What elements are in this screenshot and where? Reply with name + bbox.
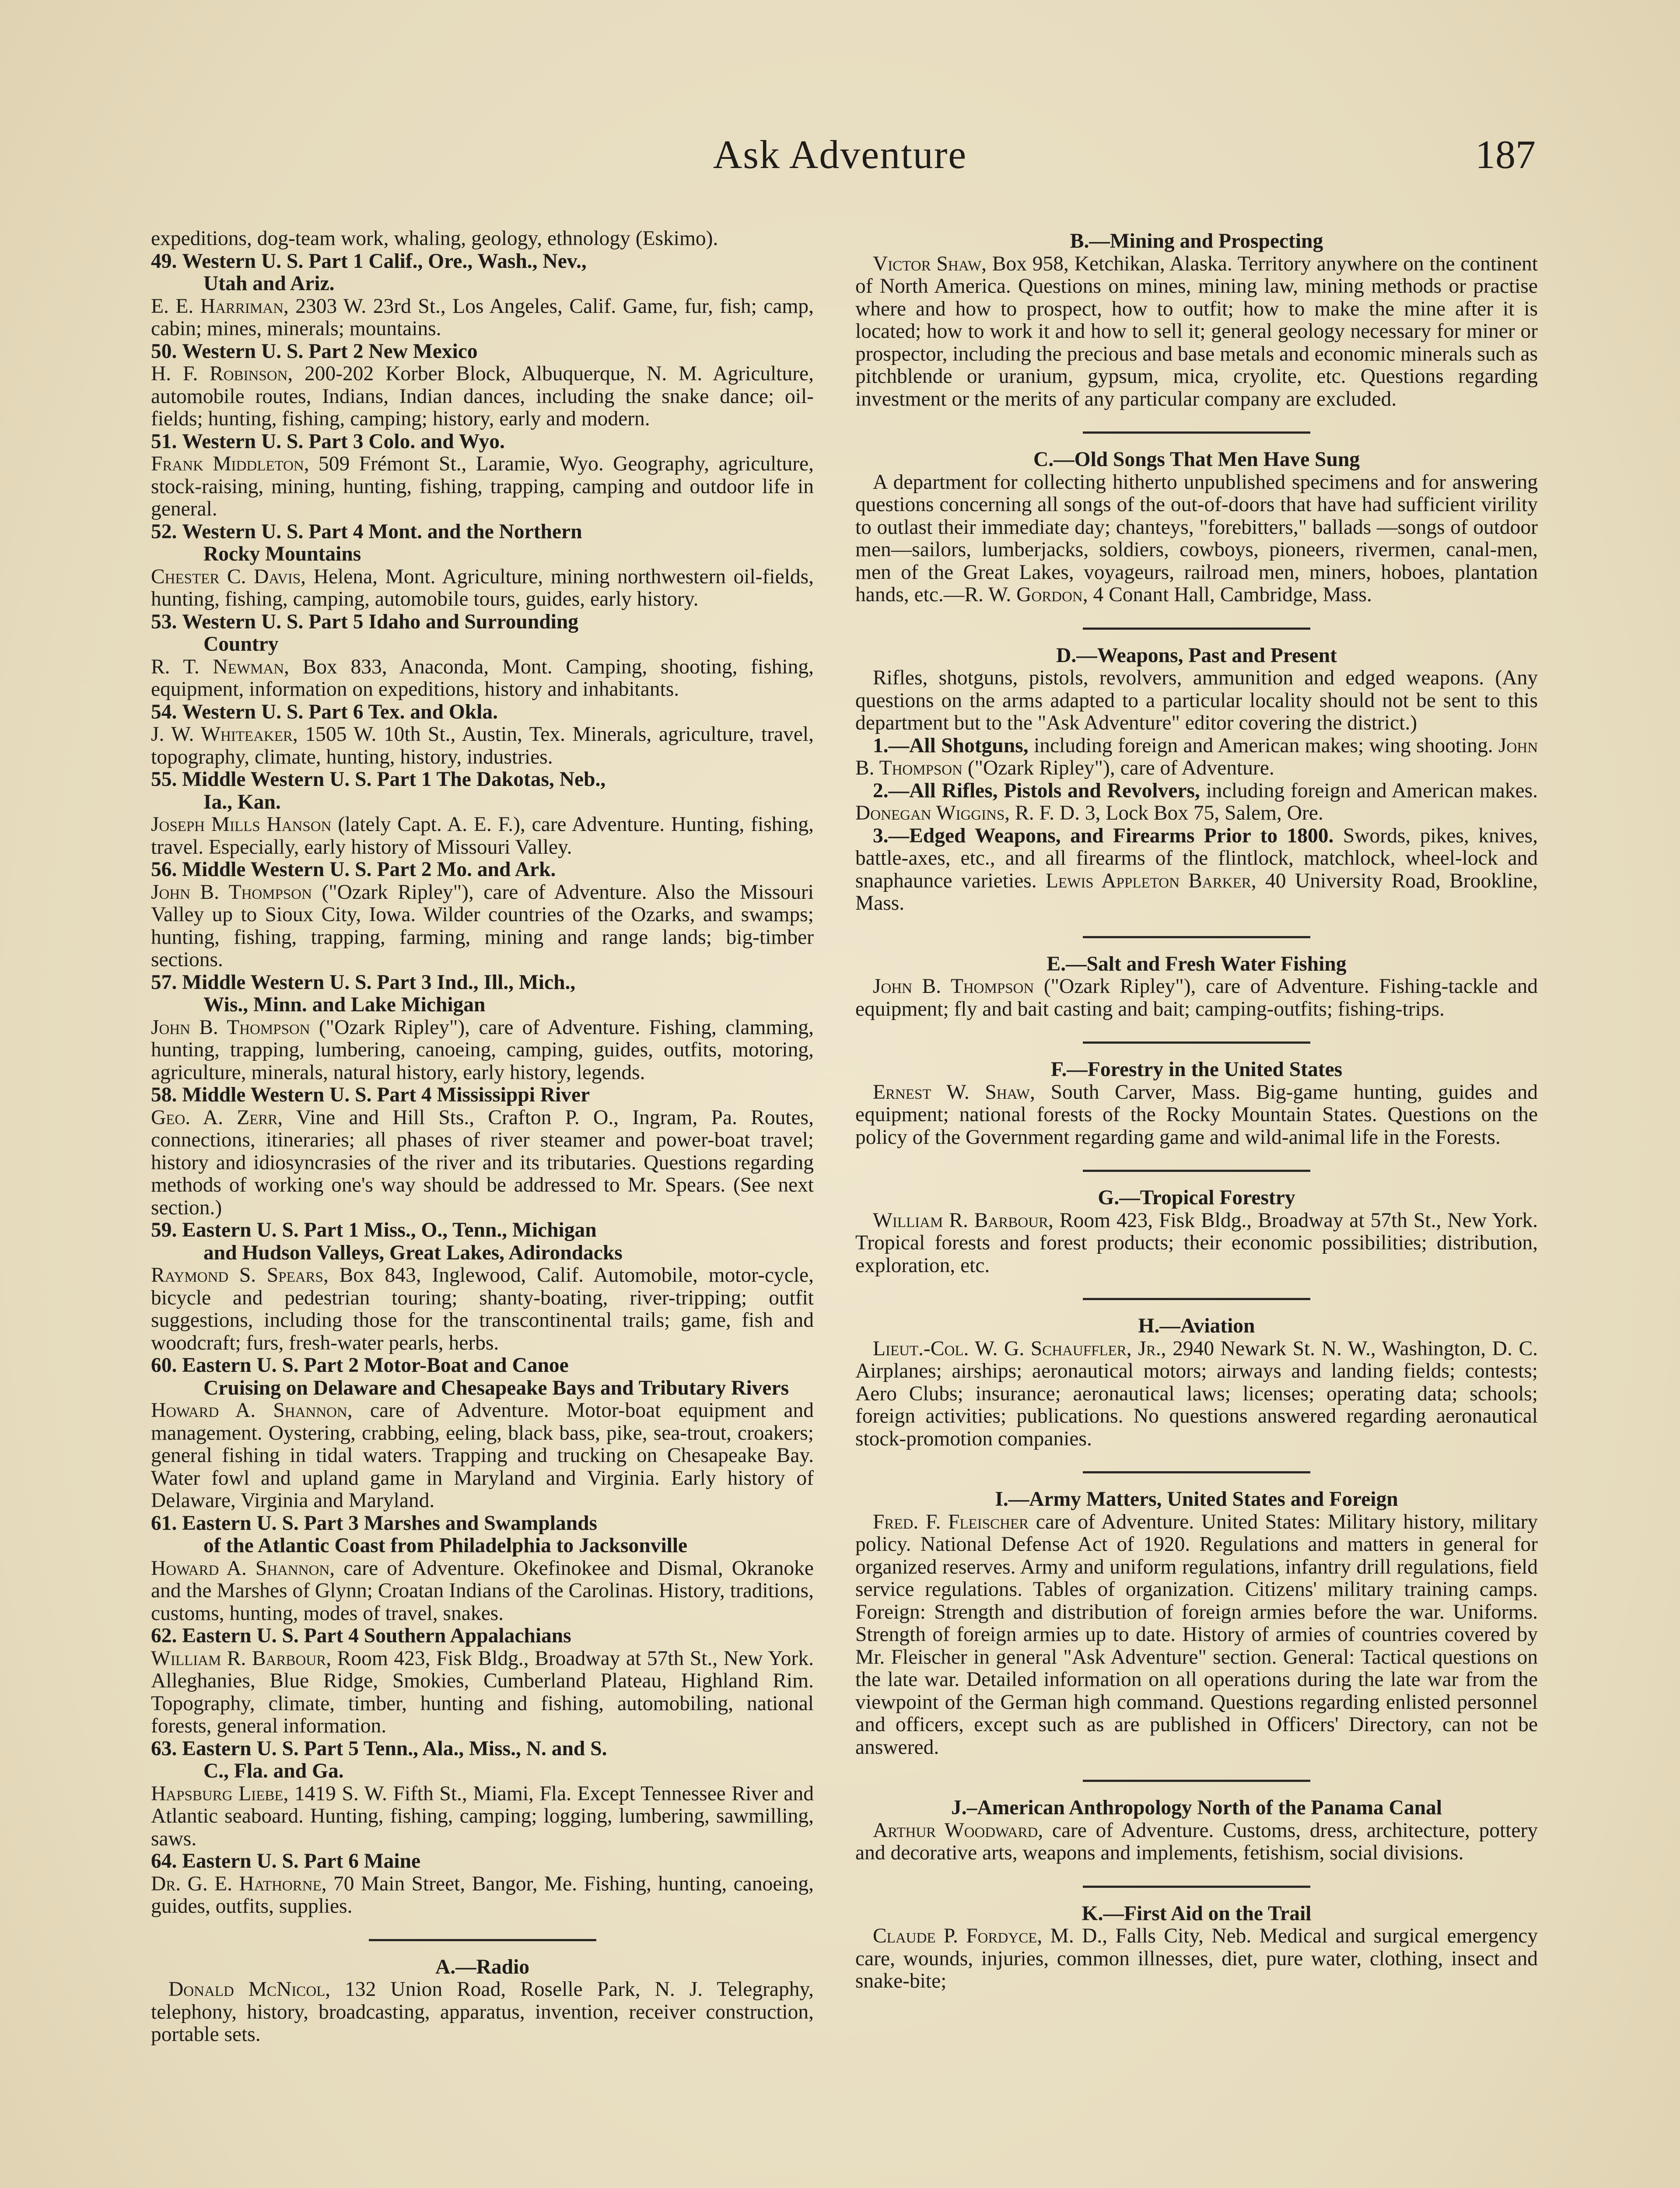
entry-text bbox=[151, 566, 814, 611]
editor-name: Hapsburg Liebe, bbox=[151, 1782, 289, 1805]
editor-name: Arthur Woodward, bbox=[873, 1819, 1043, 1842]
section-rule bbox=[369, 1939, 596, 1941]
entry-body: 509 Frémont St., Laramie, Wyo. Geography, agriculture, stock-raising, mining, hunting, fishing, trapping, camping and outdoor life in general. bbox=[151, 452, 814, 520]
entry-body: expeditions, dog-team work, whaling, geology, ethnology (Eskimo). bbox=[151, 228, 718, 250]
directory-entry bbox=[151, 250, 814, 340]
entry-body: care of Adventure. Motor-boat equipment and management. Oystering, crabbing, eeling, black bass, pike, sea-trout, croakers; general fishing in tidal waters. Trapping and trucking on Chesapeake Bay. Water fowl and upland game in Maryland and Virginia. Early history of Delaware, Virginia and Maryland. bbox=[151, 1399, 814, 1512]
entry-number: 55. bbox=[151, 768, 177, 791]
section-text bbox=[151, 1978, 814, 2046]
editor-name: John B. Thompson bbox=[855, 734, 1538, 779]
page-number: 187 bbox=[1475, 132, 1536, 177]
section-text bbox=[855, 1338, 1538, 1451]
subsection-address: R. F. D. 3, Lock Box 75, Salem, Ore. bbox=[1015, 802, 1323, 824]
entry-heading: Western U. S. Part 6 Tex. and Okla. bbox=[182, 700, 498, 723]
entry-number: 61. bbox=[151, 1511, 177, 1535]
section-rule bbox=[1083, 936, 1310, 938]
directory-entry bbox=[151, 701, 814, 769]
subsection-heading: 3.—Edged Weapons, and Firearms Prior to 1800. bbox=[873, 824, 1334, 847]
section-title: I.—Army Matters, United States and Foreign bbox=[995, 1488, 1398, 1511]
editor-name: John B. Thompson bbox=[151, 1016, 310, 1039]
entry-text bbox=[151, 1017, 814, 1084]
entry-subheading: and Hudson Valleys, Great Lakes, Adirondacks bbox=[203, 1241, 623, 1264]
section-text bbox=[855, 1511, 1538, 1759]
entry-heading: Middle Western U. S. Part 4 Mississippi River bbox=[182, 1083, 590, 1106]
entry-body: ("Ozark Ripley"), care of Adventure. Fishing, clamming, hunting, trapping, lumbering, canoeing, camping, guides, outfits, motoring, agriculture, minerals, natural history, early history, legends. bbox=[151, 1016, 814, 1084]
entry-text bbox=[151, 363, 814, 431]
editor-name: Howard A. Shannon, bbox=[151, 1399, 353, 1422]
entry-body: 1419 S. W. Fifth St., Miami, Fla. Except Tennessee River and Atlantic seaboard. Hunting, fishing, camping; logging, lumbering, sawmilling, saws. bbox=[151, 1782, 814, 1850]
entry-heading: Middle Western U. S. Part 2 Mo. and Ark. bbox=[182, 858, 556, 881]
entry-heading: Eastern U. S. Part 6 Maine bbox=[182, 1850, 421, 1872]
entry-body: Helena, Mont. Agriculture, mining northwestern oil-fields, hunting, fishing, camping, automobile tours, guides, early history. bbox=[151, 565, 814, 610]
entry-text bbox=[151, 1557, 814, 1625]
entry-body: 200-202 Korber Block, Albuquerque, N. M. Agriculture, automobile routes, Indians, Indian dances, including the snake dance; oil-fields; hunting, fishing, camping; history, early and modern. bbox=[151, 362, 814, 430]
entry-text bbox=[151, 723, 814, 768]
directory-entry bbox=[151, 1512, 814, 1625]
editor-name: H. F. Robinson, bbox=[151, 362, 293, 385]
entry-number: 49. bbox=[151, 249, 177, 273]
entry-number: 53. bbox=[151, 610, 177, 633]
entry-number: 62. bbox=[151, 1624, 177, 1647]
right-column bbox=[855, 228, 1538, 2188]
section-rule bbox=[1083, 1471, 1310, 1473]
subsection bbox=[855, 825, 1538, 915]
entry-text bbox=[151, 1783, 814, 1851]
directory-entry bbox=[151, 768, 814, 859]
entry-subheading: Wis., Minn. and Lake Michigan bbox=[203, 993, 486, 1016]
entry-number: 59. bbox=[151, 1219, 177, 1241]
editor-name: E. E. Harriman, bbox=[151, 295, 289, 318]
section-rule bbox=[1083, 1886, 1310, 1888]
entry-number: 60. bbox=[151, 1354, 177, 1377]
directory-entry bbox=[151, 1219, 814, 1354]
entry-number: 50. bbox=[151, 340, 177, 363]
section-text bbox=[855, 1210, 1538, 1277]
entry-heading: Eastern U. S. Part 1 Miss., O., Tenn., Michigan bbox=[182, 1219, 597, 1241]
section-title: B.—Mining and Prospecting bbox=[1070, 230, 1323, 252]
editor-name: Lewis Appleton Barker, bbox=[1046, 869, 1256, 892]
section-body: 4 Conant Hall, Cambridge, Mass. bbox=[1093, 583, 1372, 606]
directory-entry bbox=[151, 611, 814, 701]
entry-body: 70 Main Street, Bangor, Me. Fishing, hunting, canoeing, guides, outfits, supplies. bbox=[151, 1872, 814, 1918]
entry-heading: Western U. S. Part 3 Colo. and Wyo. bbox=[182, 430, 505, 453]
editor-name: Chester C. Davis, bbox=[151, 565, 306, 588]
directory-entry bbox=[151, 1354, 814, 1512]
editor-name: Donald McNicol, bbox=[168, 1978, 331, 2001]
editor-name: William R. Barbour, bbox=[873, 1209, 1054, 1232]
entry-number: 51. bbox=[151, 430, 177, 453]
entry-heading: Western U. S. Part 5 Idaho and Surrounding bbox=[182, 610, 579, 633]
entry-heading: Eastern U. S. Part 2 Motor-Boat and Canoe bbox=[182, 1354, 569, 1377]
editor-name: Fred. F. Fleischer bbox=[873, 1510, 1029, 1533]
section-rule bbox=[1083, 1170, 1310, 1172]
entry-subheading: Ia., Kan. bbox=[203, 790, 281, 813]
entry-body: Room 423, Fisk Bldg., Broadway at 57th St., New York. Alleghanies, Blue Ridge, Smokies, Cumberland Plateau, Highland Rim. Topography, climate, timber, hunting and fishing, automobiling, national forests, general information. bbox=[151, 1647, 814, 1737]
editor-name: J. W. Whiteaker, bbox=[151, 723, 298, 746]
section-text bbox=[855, 1820, 1538, 1865]
entry-subheading: C., Fla. and Ga. bbox=[203, 1760, 344, 1782]
left-column bbox=[151, 228, 814, 2188]
entry-heading: Eastern U. S. Part 4 Southern Appalachians bbox=[182, 1624, 571, 1647]
editor-name: Claude P. Fordyce, M. D., bbox=[873, 1925, 1108, 1947]
page-header bbox=[0, 131, 1680, 193]
directory-entry bbox=[151, 1625, 814, 1738]
entry-text bbox=[151, 1399, 814, 1512]
section-body: care of Adventure. Customs, dress, architecture, pottery and decorative arts, weapons and implements, fetishism, social divisions. bbox=[855, 1819, 1538, 1864]
entry-heading: Middle Western U. S. Part 3 Ind., Ill., Mich., bbox=[182, 971, 576, 994]
directory-entry bbox=[151, 859, 814, 971]
section-text bbox=[855, 1081, 1538, 1149]
section-rule bbox=[1083, 1298, 1310, 1300]
entry-body: Vine and Hill Sts., Crafton P. O., Ingram, Pa. Routes, connections, itineraries; all phases of river steamer and power-boat travel; history and idiosyncrasies of the river and its tributaries. Questions regarding methods of working one's way should be addressed to Mr. Spears. (See next section.) bbox=[151, 1106, 814, 1219]
section-title: E.—Salt and Fresh Water Fishing bbox=[1046, 952, 1347, 975]
entry-subheading: of the Atlantic Coast from Philadelphia to Jacksonville bbox=[203, 1534, 688, 1557]
entry-body: ("Ozark Ripley"), care of Adventure. Also the Missouri Valley up to Sioux City, Iowa. Wilder countries of the Ozarks, and swamps; hunting, fishing, trapping, farming, mining and range lands; big-timber sections. bbox=[151, 880, 814, 971]
section-intro-text: A department for collecting hitherto unpublished specimens and for answering questions concerning all songs of the out-of-doors that have had sufficient virility to outlast their immediate day; chanteys, "forebitters," ballads —songs of outdoor men—sailors, lumberjacks, soldiers, cowboys, pioneers, rivermen, canal-men, men of the Great Lakes, voyageurs, railroad men, miners, hoboes, plantation hands, etc.— bbox=[855, 470, 1538, 606]
editor-name: John B. Thompson bbox=[873, 975, 1034, 998]
editor-name: William R. Barbour, bbox=[151, 1647, 332, 1670]
editor-name: Dr. G. E. Hathorne, bbox=[151, 1872, 327, 1895]
section-rule bbox=[1083, 628, 1310, 630]
subsection-body: including foreign and American makes. bbox=[1206, 779, 1538, 802]
directory-entry bbox=[151, 340, 814, 431]
entry-text bbox=[151, 1107, 814, 1220]
directory-entry bbox=[151, 431, 814, 521]
section-body: 132 Union Road, Roselle Park, N. J. Telegraphy, telephony, history, broadcasting, apparatus, invention, receiver construction, portable sets. bbox=[151, 1978, 814, 2046]
entry-subheading: Rocky Mountains bbox=[203, 543, 361, 565]
entry-heading: Western U. S. Part 4 Mont. and the Northern bbox=[182, 520, 582, 543]
entry-heading: Western U. S. Part 2 New Mexico bbox=[182, 340, 478, 363]
section-text bbox=[855, 1925, 1538, 1993]
directory-entry bbox=[151, 521, 814, 611]
section-body: Room 423, Fisk Bldg., Broadway at 57th St., New York. Tropical forests and forest products; their economic possibilities; distribution, exploration, etc. bbox=[855, 1209, 1538, 1277]
entry-number: 64. bbox=[151, 1850, 177, 1872]
directory-entry bbox=[151, 1850, 814, 1918]
section-text bbox=[855, 253, 1538, 411]
section-title: F.—Forestry in the United States bbox=[1050, 1058, 1343, 1081]
entry-number: 63. bbox=[151, 1737, 177, 1760]
entry-body: 2303 W. 23rd St., Los Angeles, Calif. Game, fur, fish; camp, cabin; mines, minerals; mountains. bbox=[151, 295, 814, 340]
section-title: K.—First Aid on the Trail bbox=[1082, 1902, 1312, 1925]
entry-subheading: Country bbox=[203, 633, 279, 656]
editor-name: Joseph Mills Hanson bbox=[151, 813, 332, 836]
editor-name: John B. Thompson bbox=[151, 880, 312, 904]
section-rule bbox=[1083, 431, 1310, 434]
section-body: South Carver, Mass. Big-game hunting, guides and equipment; national forests of the Rocky Mountain States. Questions on the policy of the Government regarding game and wild-animal life in the Forests. bbox=[855, 1080, 1538, 1149]
section-text bbox=[855, 975, 1538, 1020]
editor-name: R. W. Gordon, bbox=[964, 583, 1088, 606]
subsection-heading: 2.—All Rifles, Pistols and Revolvers, bbox=[873, 779, 1200, 802]
entry-text bbox=[151, 1264, 814, 1354]
entry-heading: Middle Western U. S. Part 1 The Dakotas, Neb., bbox=[182, 768, 606, 791]
editor-name: Raymond S. Spears, bbox=[151, 1264, 329, 1287]
entry-heading: Eastern U. S. Part 3 Marshes and Swamplands bbox=[182, 1511, 598, 1535]
section-rule bbox=[1083, 1780, 1310, 1782]
section-title: D.—Weapons, Past and Present bbox=[1056, 644, 1337, 667]
entry-body: (lately Capt. A. E. F.), care Adventure. Hunting, fishing, travel. Especially, early history of Missouri Valley. bbox=[151, 813, 814, 859]
subsection-address: ("Ozark Ripley"), care of Adventure. bbox=[967, 757, 1274, 779]
editor-name: Frank Middleton, bbox=[151, 452, 309, 475]
running-title: Ask Adventure bbox=[713, 132, 967, 177]
entry-number: 57. bbox=[151, 971, 177, 994]
entry-text bbox=[151, 295, 814, 340]
editor-name: Howard A. Shannon, bbox=[151, 1557, 335, 1580]
directory-entry bbox=[151, 228, 814, 250]
entry-text bbox=[151, 453, 814, 521]
section-body: care of Adventure. United States: Military history, military policy. National Defense Act of 1920. Regulations and matters in general for organized reserves. Army and uniform regulations, infantry drill regulations, field service regulations. Tables of organization. Citizens' military training camps. Foreign: Strength and distribution of foreign armies before the war. Uniforms. Strength of foreign armies up to date. History of armies of countries covered by Mr. Fleischer in general "Ask Adventure" section. General: Tactical questions on the late war. Detailed information on all operations during the late war from the viewpoint of the German high command. Questions regarding enlisted personnel and officers, except such as are published in Officers' Directory, can not be answered. bbox=[855, 1510, 1538, 1759]
entry-subheading: Cruising on Delaware and Chesapeake Bays and Tributary Rivers bbox=[203, 1376, 789, 1399]
section-title: A.—Radio bbox=[435, 1955, 530, 1978]
entry-text bbox=[151, 1648, 814, 1738]
entry-number: 52. bbox=[151, 520, 177, 543]
entry-body: 1505 W. 10th St., Austin, Tex. Minerals, agriculture, travel, topography, climate, hunting, history, industries. bbox=[151, 723, 814, 768]
entry-number: 54. bbox=[151, 700, 177, 723]
entry-subheading: Utah and Ariz. bbox=[203, 272, 335, 295]
section-intro bbox=[855, 667, 1538, 735]
editor-name: R. T. Newman, bbox=[151, 655, 289, 678]
editor-name: Victor Shaw, bbox=[873, 252, 987, 275]
editor-name: Lieut.-Col. W. G. Schauffler, Jr., bbox=[873, 1337, 1166, 1360]
entry-text bbox=[151, 813, 814, 859]
directory-entry bbox=[151, 1084, 814, 1219]
section-title: G.—Tropical Forestry bbox=[1098, 1186, 1295, 1209]
entry-text bbox=[151, 228, 814, 250]
entry-number: 56. bbox=[151, 858, 177, 881]
editor-name: Geo. A. Zerr, bbox=[151, 1106, 283, 1129]
subsection-heading: 1.—All Shotguns, bbox=[873, 734, 1029, 757]
section-body: Box 958, Ketchikan, Alaska. Territory anywhere on the continent of North America. Questions on mines, mining law, mining methods or practise where and how to prospect, how to outfit; how to make the mine after it is located; how to work it and how to sell it; general geology necessary for miner or prospector, including the precious and base metals and economic minerals such as pitchblende or uranium, gypsum, mica, cryolite, etc. Questions regarding investment or the merits of any particular company are excluded. bbox=[855, 252, 1538, 410]
section-title: H.—Aviation bbox=[1138, 1315, 1255, 1337]
entry-heading: Eastern U. S. Part 5 Tenn., Ala., Miss., N. and S. bbox=[182, 1737, 607, 1760]
subsection bbox=[855, 780, 1538, 825]
section-intro-text: Rifles, shotguns, pistols, revolvers, ammunition and edged weapons. (Any questions on the arms adapted to a particular locality should not be sent to this department but to the "Ask Adventure" editor covering the district.) bbox=[855, 666, 1538, 734]
entry-heading: Western U. S. Part 1 Calif., Ore., Wash., Nev., bbox=[182, 249, 587, 273]
section-body: ("Ozark Ripley"), care of Adventure. Fishing-tackle and equipment; fly and bait casting and bait; camping-outfits; fishing-trips. bbox=[855, 975, 1538, 1020]
entry-number: 58. bbox=[151, 1083, 177, 1106]
section-title: C.—Old Songs That Men Have Sung bbox=[1033, 448, 1360, 471]
entry-text bbox=[151, 1873, 814, 1918]
section-body: Falls City, Neb. Medical and surgical emergency care, wounds, injuries, common illnesses, diet, pure water, clothing, insect and snake-bite; bbox=[855, 1925, 1538, 1992]
subsection-body: Swords, pikes, knives, battle-axes, etc., and all firearms of the flintlock, matchlock, wheel-lock and snaphaunce varieties. bbox=[855, 824, 1538, 892]
subsection bbox=[855, 735, 1538, 780]
editor-name: Ernest W. Shaw, bbox=[873, 1080, 1035, 1104]
section-title: J.–American Anthropology North of the Panama Canal bbox=[951, 1796, 1442, 1819]
editor-name: Donegan Wiggins, bbox=[855, 802, 1010, 824]
subsection-address: 40 University Road, Brookline, Mass. bbox=[855, 869, 1538, 915]
section-intro bbox=[855, 471, 1538, 607]
directory-entry bbox=[151, 971, 814, 1084]
entry-text bbox=[151, 656, 814, 701]
entry-body: Box 843, Inglewood, Calif. Automobile, motor-cycle, bicycle and pedestrian touring; shanty-boating, river-tripping; outfit suggestions, including those for the transcontinental trails; game, fish and woodcraft; furs, fresh-water pearls, herbs. bbox=[151, 1264, 814, 1354]
entry-body: care of Adventure. Okefinokee and Dismal, Okranoke and the Marshes of Glynn; Croatan Indians of the Carolinas. History, traditions, customs, hunting, modes of travel, snakes. bbox=[151, 1557, 814, 1625]
entry-body: Box 833, Anaconda, Mont. Camping, shooting, fishing, equipment, information on expeditions, history and inhabitants. bbox=[151, 655, 814, 701]
section-body: 2940 Newark St. N. W., Washington, D. C. Airplanes; airships; aeronautical motors; airways and landing fields; contests; Aero Clubs; insurance; aeronautical laws; licenses; operating data; schools; foreign activities; publications. No questions answered regarding aeronautical stock-promotion companies. bbox=[855, 1337, 1538, 1450]
entry-text bbox=[151, 881, 814, 971]
subsection-body: including foreign and American makes; wing shooting. bbox=[1034, 734, 1493, 757]
section-rule bbox=[1083, 1041, 1310, 1044]
directory-entry bbox=[151, 1738, 814, 1851]
